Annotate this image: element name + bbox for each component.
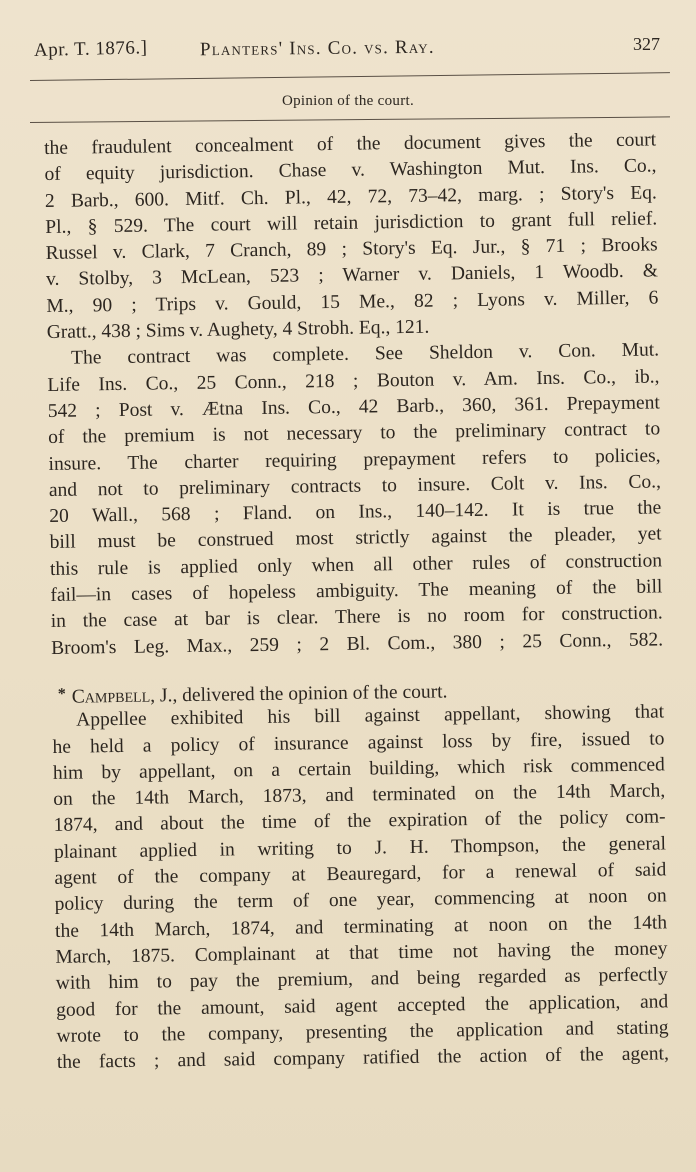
text-line: this rule is applied only when all other rules of construction bbox=[49, 550, 663, 580]
opinion-paragraph bbox=[52, 673, 669, 1076]
footnote-marker: * bbox=[57, 685, 66, 703]
opinion-delivered: delivered the opinion of the court. bbox=[181, 681, 448, 707]
text-line: with him to pay the premium, and being regarded as perfectly bbox=[55, 964, 668, 995]
judge-name: Campbell, J., bbox=[71, 685, 178, 708]
text-line: 2 Barb., 600. Mitf. Ch. Pl., 42, 72, 73–42, marg. ; Story's Eq. bbox=[44, 182, 657, 212]
text-line: 542 ; Post v. Ætna Ins. Co., 42 Barb., 360, 361. Prepayment bbox=[47, 392, 660, 422]
term-label: Apr. T. 1876.] bbox=[33, 37, 148, 61]
text-line: of the premium is not necessary to the preliminary contract to bbox=[48, 418, 661, 449]
text-line: agent of the company at Beauregard, for a renewal of said bbox=[54, 859, 667, 889]
text-line: Gratt., 438 ; Sims v. Aughety, 4 Strobh. Eq., 121. bbox=[46, 316, 430, 344]
text-line: 1874, and about the time of the expiration of the policy com- bbox=[53, 806, 666, 837]
section-subhead: Opinion of the court. bbox=[281, 93, 415, 109]
text-line: of equity jurisdiction. Chase v. Washington Mut. Ins. Co., bbox=[44, 155, 657, 186]
text-line: the facts ; and said company ratified the action of the agent, bbox=[56, 1043, 670, 1074]
text-line: plainant applied in writing to J. H. Thompson, the general bbox=[53, 833, 667, 863]
text-line: 20 Wall., 568 ; Fland. on Ins., 140–142. It is true the bbox=[49, 497, 662, 528]
text-line: wrote to the company, presenting the application and stating bbox=[56, 1017, 669, 1047]
case-title: Planters' Ins. Co. vs. Ray. bbox=[199, 36, 435, 61]
running-head bbox=[34, 34, 664, 74]
text-line: insure. The charter requiring prepayment refers to policies, bbox=[48, 444, 661, 475]
text-line: him by appellant, on a certain building, which risk commenced bbox=[52, 754, 665, 784]
text-line: bill must be construed most strictly against the pleader, yet bbox=[49, 523, 662, 554]
text-line: on the 14th March, 1873, and terminated on the 14th March, bbox=[53, 780, 666, 811]
text-line: the fraudulent concealment of the document gives the court bbox=[44, 129, 657, 159]
text-line: policy during the term of one year, commencing at noon on bbox=[54, 885, 667, 916]
text-line: the 14th March, 1874, and terminating at noon on the 14th bbox=[54, 911, 668, 942]
text-line: v. Stolby, 3 McLean, 523 ; Warner v. Daniels, 1 Woodb. & bbox=[45, 260, 659, 291]
text-line: M., 90 ; Trips v. Gould, 15 Me., 82 ; Lyons v. Miller, 6 bbox=[46, 287, 659, 317]
text-line: The contract was complete. See Sheldon v. Con. Mut. bbox=[70, 339, 660, 370]
text-line: in the case at bar is clear. There is no room for construction. bbox=[50, 602, 663, 633]
text-line: Pl., § 529. The court will retain jurisdiction to grant full relief. bbox=[45, 208, 658, 238]
text-line: good for the amount, said agent accepted the application, and bbox=[56, 990, 669, 1021]
body-text bbox=[44, 127, 669, 1076]
text-line: and not to preliminary contracts to insure. Colt v. Ins. Co., bbox=[48, 471, 662, 501]
text-line: Broom's Leg. Max., 259 ; 2 Bl. Com., 380 ; 25 Conn., 582. bbox=[51, 629, 664, 659]
header-rule-bottom bbox=[30, 116, 670, 123]
argument-paragraph bbox=[44, 127, 659, 346]
text-line: Appellee exhibited his bill against appellant, showing that bbox=[76, 701, 665, 731]
text-line: Life Ins. Co., 25 Conn., 218 ; Bouton v. Am. Ins. Co., ib., bbox=[47, 366, 660, 396]
text-line: March, 1875. Complainant at that time not having the money bbox=[55, 938, 668, 968]
text-line: fail—in cases of hopeless ambiguity. The meaning of the bill bbox=[50, 576, 663, 607]
page-number: 327 bbox=[633, 34, 660, 54]
contract-paragraph bbox=[47, 338, 663, 662]
text-line: Russel v. Clark, 7 Cranch, 89 ; Story's Eq. Jur., § 71 ; Brooks bbox=[45, 234, 658, 265]
text-line: he held a policy of insurance against loss by fire, issued to bbox=[52, 727, 665, 758]
